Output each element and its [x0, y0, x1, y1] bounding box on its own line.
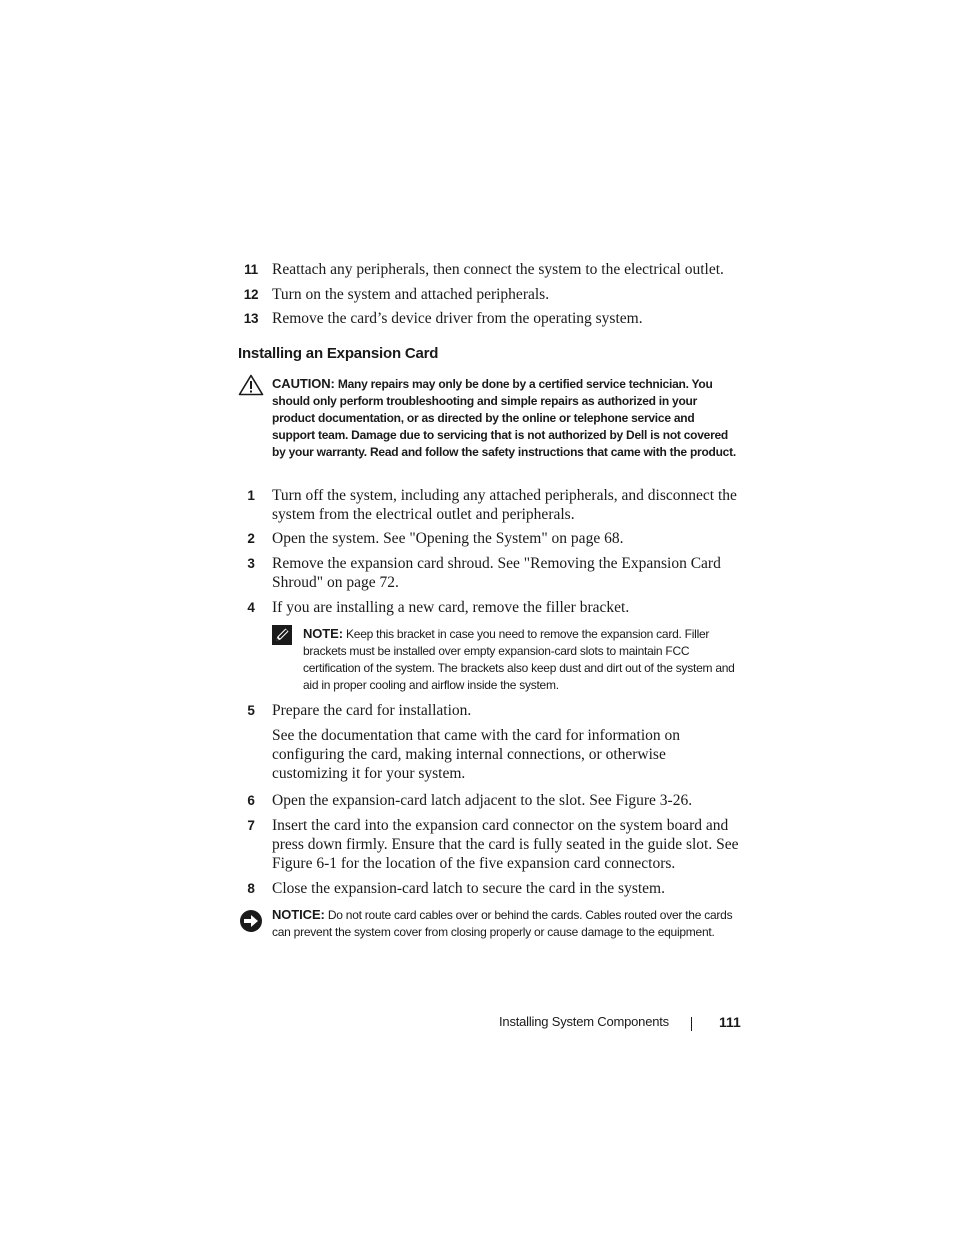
- step-number: 7: [247, 818, 255, 833]
- step-number: 8: [247, 881, 255, 896]
- step-number: 1: [247, 488, 255, 503]
- notice-callout: [272, 906, 740, 941]
- caution-callout: [272, 375, 740, 461]
- step-text: Reattach any peripherals, then connect the system to the electrical outlet.: [272, 261, 724, 278]
- step-text: If you are installing a new card, remove the filler bracket.: [272, 599, 630, 616]
- step-number: 6: [247, 793, 255, 808]
- caution-label: CAUTION:: [272, 376, 335, 391]
- step-number: 12: [243, 287, 259, 302]
- step-number: 4: [247, 600, 255, 615]
- footer-divider: [691, 1017, 692, 1031]
- page-number: 111: [719, 1014, 741, 1030]
- step-number: 3: [247, 556, 255, 571]
- step-number: 13: [243, 311, 259, 326]
- notice-arrow-icon: [239, 909, 263, 933]
- step-text: Insert the card into the expansion card connector on the system board and press down firmly. Ensure that the card is fully seated in the guide slot. See Figure 6-1 for the location of the five expansion card connectors.: [272, 817, 739, 872]
- step-text: Turn off the system, including any attached peripherals, and disconnect the system from the electrical outlet and peripherals.: [272, 487, 737, 523]
- note-label: NOTE:: [303, 626, 343, 641]
- note-pencil-icon: [272, 625, 292, 645]
- step-text: Open the expansion-card latch adjacent to the slot. See Figure 3-26.: [272, 792, 693, 809]
- section-heading: Installing an Expansion Card: [238, 345, 439, 362]
- step-text: Open the system. See "Opening the System" on page 68.: [272, 530, 624, 547]
- step-5-detail: See the documentation that came with the card for information on configuring the card, making internal connections, or otherwise customizing it for your system.: [272, 727, 681, 782]
- caution-text: Many repairs may only be done by a certified service technician. You should only perform troubleshooting and simple repairs as authorized in your product documentation, or as directed by the online or telephone service and support team. Damage due to servicing that is not authorized by Dell is not covered by your warranty. Read and follow the safety instructions that came with the product.: [272, 377, 736, 459]
- step-number: 2: [247, 531, 255, 546]
- step-number: 11: [244, 262, 258, 277]
- step-text: Turn on the system and attached peripherals.: [272, 286, 550, 303]
- notice-label: NOTICE:: [272, 907, 325, 922]
- step-number: 5: [247, 703, 255, 718]
- note-text: Keep this bracket in case you need to remove the expansion card. Filler brackets must be installed over empty expansion-card slots to maintain FCC certification of the system. The brackets also keep dust and dirt out of the system and aid in proper cooling and airflow inside the system.: [303, 627, 735, 692]
- step-text: Prepare the card for installation.: [272, 702, 472, 719]
- step-text: Close the expansion-card latch to secure the card in the system.: [272, 880, 665, 897]
- note-callout: [303, 625, 740, 694]
- step-text: Remove the card’s device driver from the operating system.: [272, 310, 643, 327]
- footer-section-title: Installing System Components: [499, 1014, 669, 1029]
- caution-triangle-icon: [238, 374, 264, 396]
- step-text: Remove the expansion card shroud. See "Removing the Expansion Card Shroud" on page 72.: [272, 555, 721, 591]
- notice-text: Do not route card cables over or behind the cards. Cables routed over the cards can prevent the system cover from closing properly or cause damage to the equipment.: [272, 908, 733, 939]
